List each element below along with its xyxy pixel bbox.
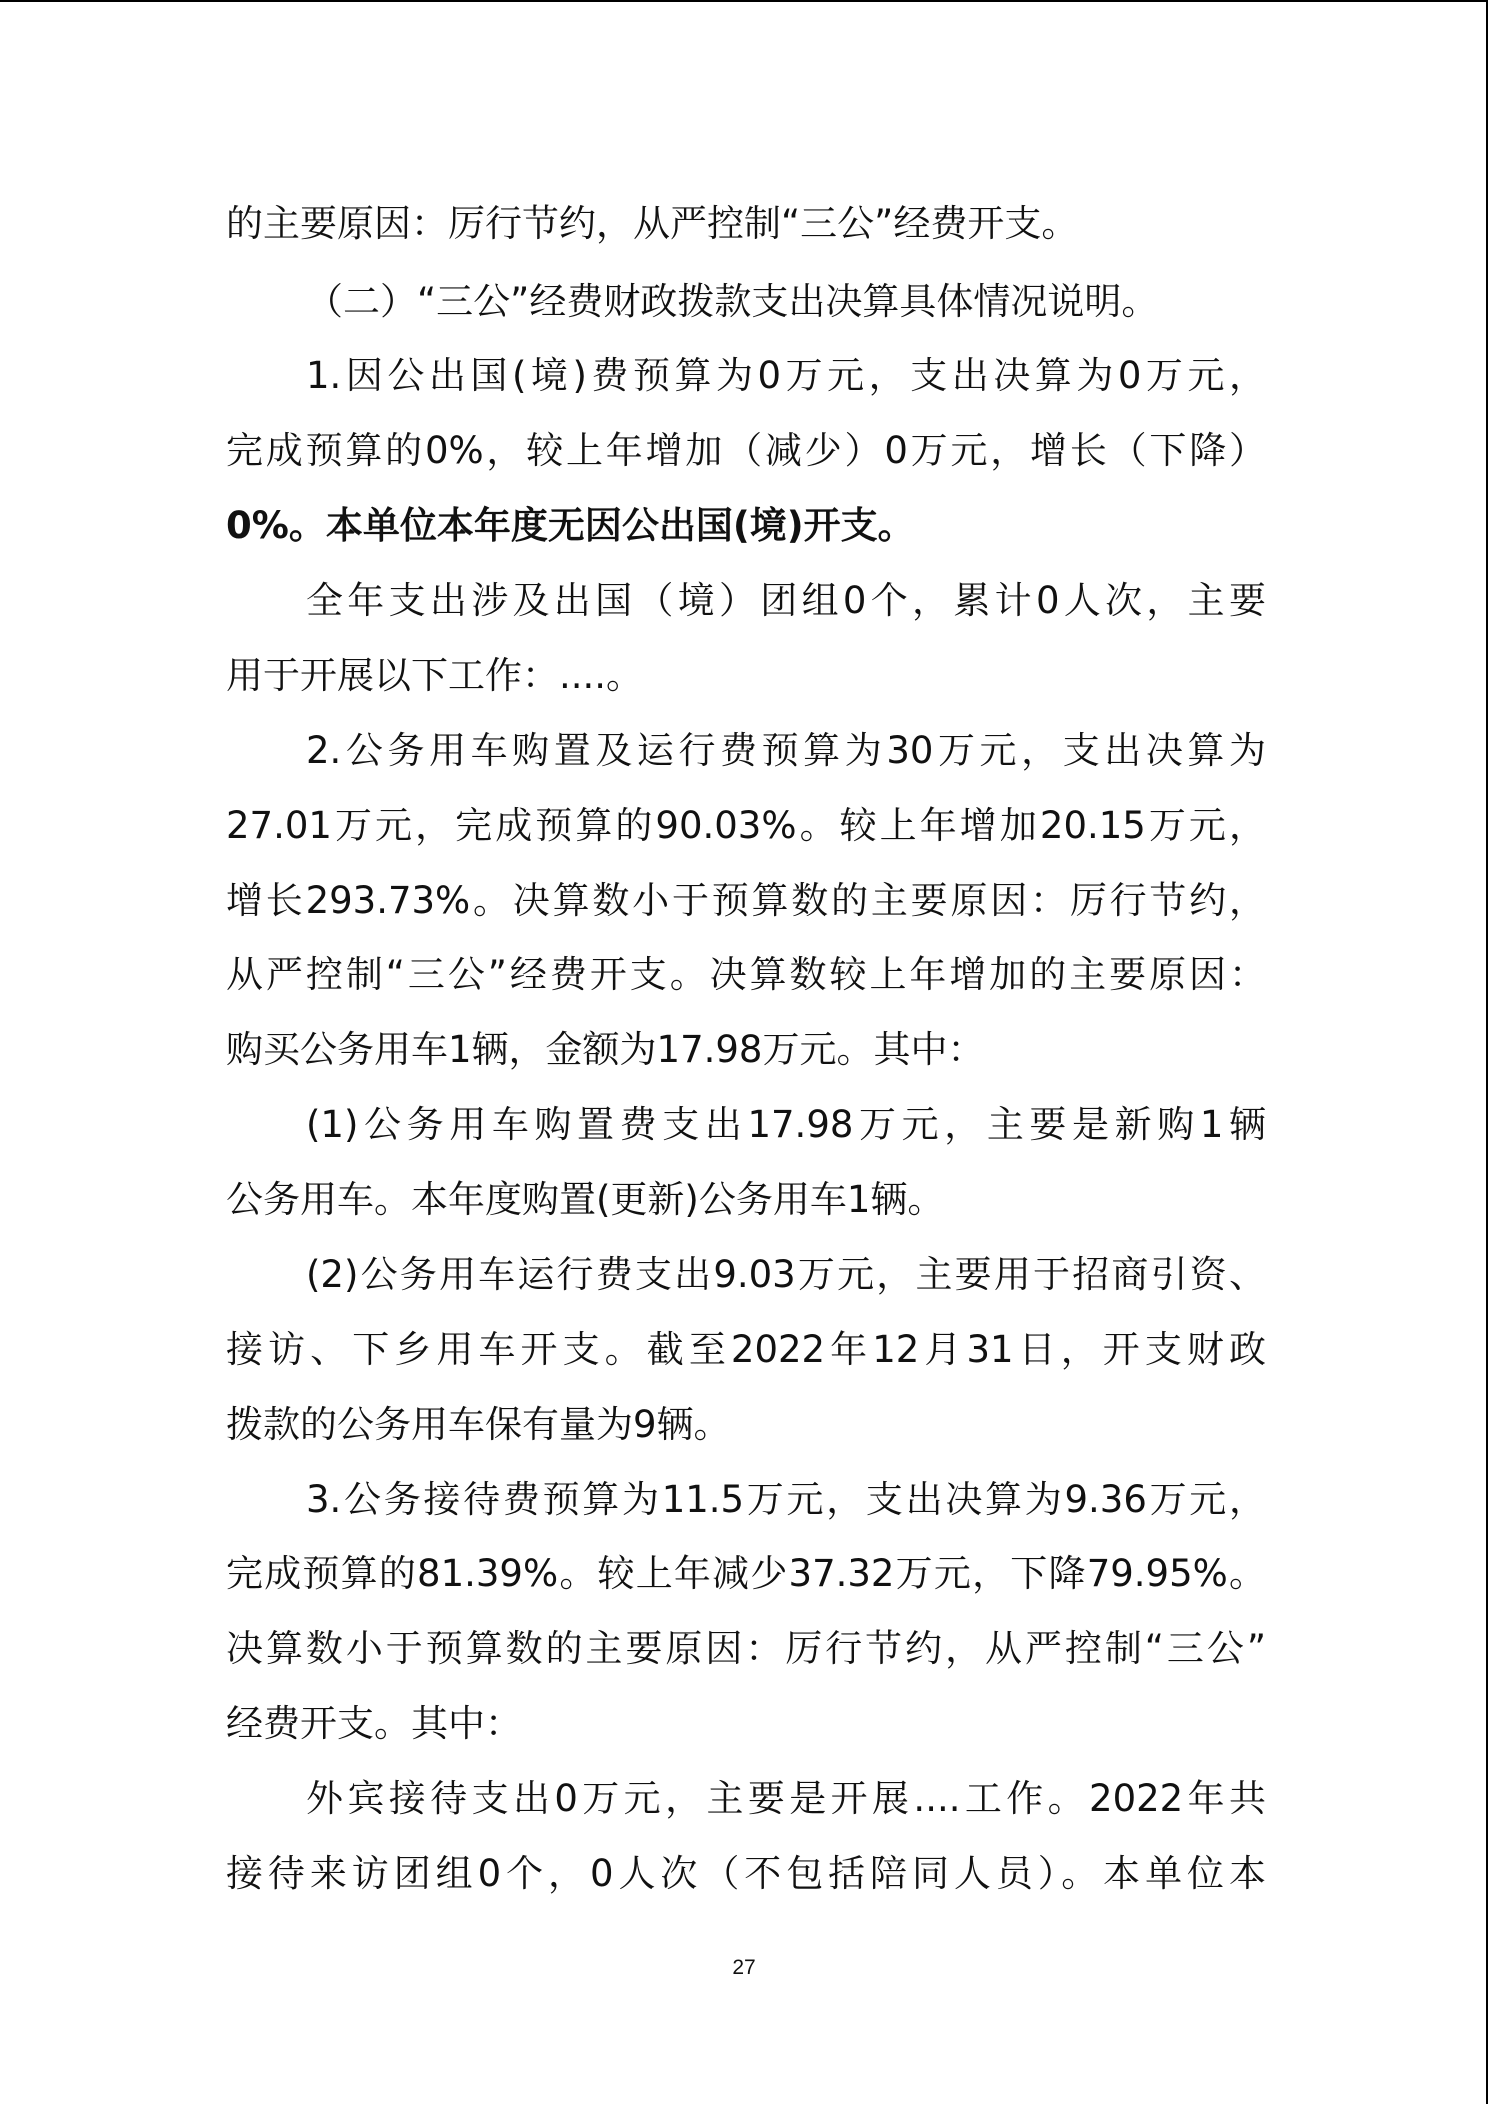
text-line: 的主要原因：厉行节约，从严控制“三公”经费开支。 (226, 202, 1079, 245)
text-line: 完成预算的81.39%。较上年减少37.32万元，下降79.95%。 (226, 1552, 1266, 1595)
text-line: 接待来访团组0个，0人次（不包括陪同人员）。本单位本 (226, 1852, 1266, 1895)
text-line: 用于开展以下工作：....。 (226, 654, 644, 697)
text-line: 全年支出涉及出国（境）团组0个，累计0人次，主要 (306, 579, 1266, 622)
page-top-border (0, 0, 1488, 2)
text-line: (2)公务用车运行费支出9.03万元，主要用于招商引资、 (306, 1253, 1266, 1296)
text-line: (1)公务用车购置费支出17.98万元，主要是新购1辆 (306, 1103, 1266, 1146)
text-line: 完成预算的0%，较上年增加（减少）0万元，增长（下降） (226, 429, 1266, 472)
page-number: 27 (732, 1956, 756, 1979)
text-line: 1.因公出国(境)费预算为0万元，支出决算为0万元， (306, 354, 1266, 397)
section-heading: （二）“三公”经费财政拨款支出决算具体情况说明。 (306, 280, 1159, 323)
text-line: 3.公务接待费预算为11.5万元，支出决算为9.36万元， (306, 1478, 1266, 1521)
text-line: 27.01万元，完成预算的90.03%。较上年增加20.15万元， (226, 804, 1266, 847)
text-line: 增长293.73%。决算数小于预算数的主要原因：厉行节约， (226, 879, 1266, 922)
text-line: 从严控制“三公”经费开支。决算数较上年增加的主要原因： (226, 953, 1266, 996)
text-line: 2.公务用车购置及运行费预算为30万元，支出决算为 (306, 729, 1266, 772)
text-line: 决算数小于预算数的主要原因：厉行节约，从严控制“三公” (226, 1627, 1266, 1670)
text-line: 经费开支。其中： (226, 1702, 522, 1745)
text-line: 接访、下乡用车开支。截至2022年12月31日，开支财政 (226, 1328, 1266, 1371)
bold-text-line: 0%。本单位本年度无因公出国(境)开支。 (226, 504, 915, 547)
text-line: 拨款的公务用车保有量为9辆。 (226, 1403, 731, 1446)
text-line: 公务用车。本年度购置(更新)公务用车1辆。 (226, 1178, 945, 1221)
text-line: 购买公务用车1辆，金额为17.98万元。其中： (226, 1028, 985, 1071)
text-line: 外宾接待支出0万元，主要是开展....工作。2022年共 (306, 1777, 1266, 1820)
